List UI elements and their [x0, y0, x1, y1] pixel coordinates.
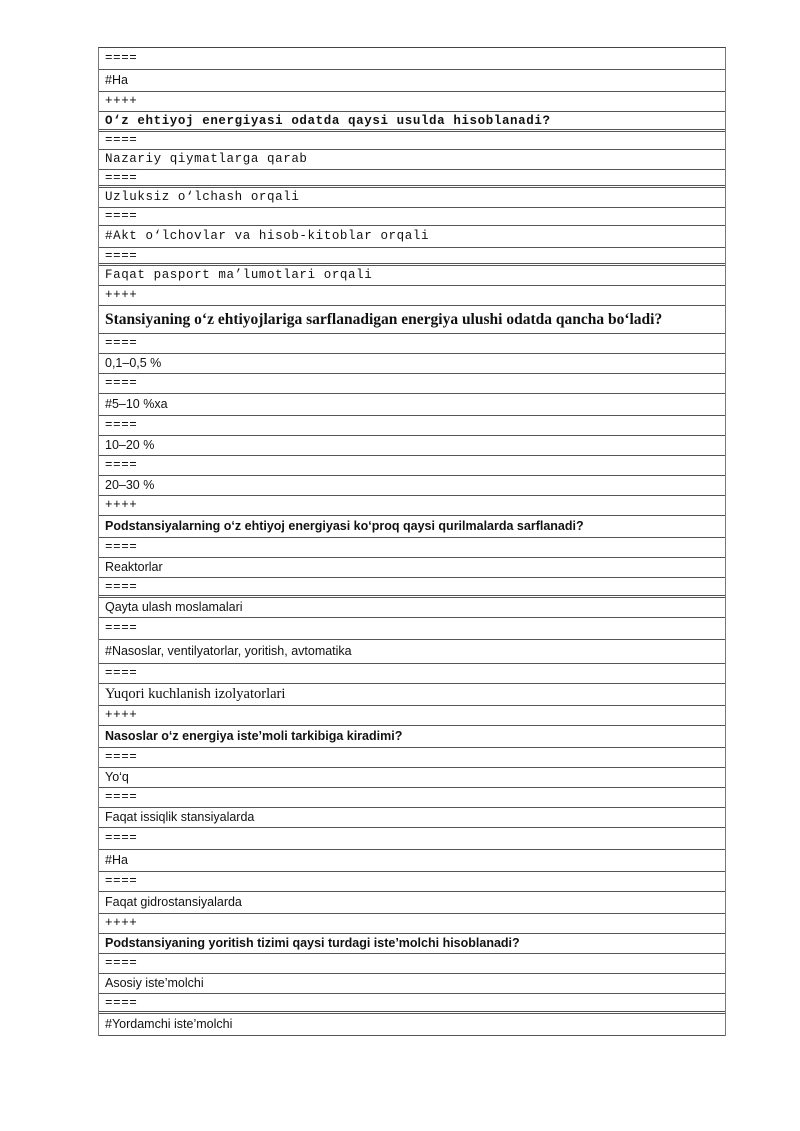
separator-marker: ====: [99, 748, 725, 768]
separator-marker: ====: [99, 374, 725, 394]
question-text: Podstansiyaning yoritish tizimi qaysi turdagi iste’molchi hisoblanadi?: [99, 934, 725, 954]
separator-marker: ====: [99, 416, 725, 436]
answer-option: Faqat gidrostansiyalarda: [99, 892, 725, 914]
separator-marker: ====: [99, 456, 725, 476]
answer-option: Stansiyaning o‘z ehtiyojlariga sarflanadigan energiya ulushi odatda qancha bo‘ladi?: [99, 306, 725, 334]
answer-option: Asosiy iste’molchi: [99, 974, 725, 994]
separator-marker: ====: [99, 170, 725, 188]
answer-option: Nazariy qiymatlarga qarab: [99, 150, 725, 170]
separator-marker: ====: [99, 48, 725, 70]
separator-marker: ====: [99, 664, 725, 684]
question-separator-marker: ++++: [99, 914, 725, 934]
separator-marker: ====: [99, 618, 725, 640]
correct-answer-option: #Ha: [99, 850, 725, 872]
separator-marker: ====: [99, 994, 725, 1014]
answer-option: 10–20 %: [99, 436, 725, 456]
correct-answer-option: #Akt o‘lchovlar va hisob-kitoblar orqali: [99, 226, 725, 248]
correct-answer-option: #Nasoslar, ventilyatorlar, yoritish, avtomatika: [99, 640, 725, 664]
answer-option: Yuqori kuchlanish izolyatorlari: [99, 684, 725, 706]
separator-marker: ====: [99, 578, 725, 598]
answer-option: Yo‘q: [99, 768, 725, 788]
answer-option: 20–30 %: [99, 476, 725, 496]
separator-marker: ====: [99, 538, 725, 558]
answer-option: Uzluksiz o‘lchash orqali: [99, 188, 725, 208]
question-table: [98, 47, 726, 1036]
separator-marker: ====: [99, 208, 725, 226]
correct-answer-option: #Yordamchi iste’molchi: [99, 1014, 725, 1036]
answer-option: Qayta ulash moslamalari: [99, 598, 725, 618]
correct-answer-option: #5–10 %xa: [99, 394, 725, 416]
question-text: Nasoslar o‘z energiya iste’moli tarkibiga kiradimi?: [99, 726, 725, 748]
separator-marker: ====: [99, 334, 725, 354]
answer-option: Faqat pasport ma’lumotlari orqali: [99, 266, 725, 286]
question-separator-marker: ++++: [99, 286, 725, 306]
correct-answer-option: #Ha: [99, 70, 725, 92]
separator-marker: ====: [99, 954, 725, 974]
answer-option: Faqat issiqlik stansiyalarda: [99, 808, 725, 828]
question-separator-marker: ++++: [99, 706, 725, 726]
question-separator-marker: ++++: [99, 496, 725, 516]
separator-marker: ====: [99, 872, 725, 892]
answer-option: Reaktorlar: [99, 558, 725, 578]
question-text: O‘z ehtiyoj energiyasi odatda qaysi usulda hisoblanadi?: [99, 112, 725, 132]
separator-marker: ====: [99, 132, 725, 150]
answer-option: 0,1–0,5 %: [99, 354, 725, 374]
separator-marker: ====: [99, 788, 725, 808]
question-text: Podstansiyalarning o‘z ehtiyoj energiyasi ko‘proq qaysi qurilmalarda sarflanadi?: [99, 516, 725, 538]
question-separator-marker: ++++: [99, 92, 725, 112]
separator-marker: ====: [99, 828, 725, 850]
separator-marker: ====: [99, 248, 725, 266]
